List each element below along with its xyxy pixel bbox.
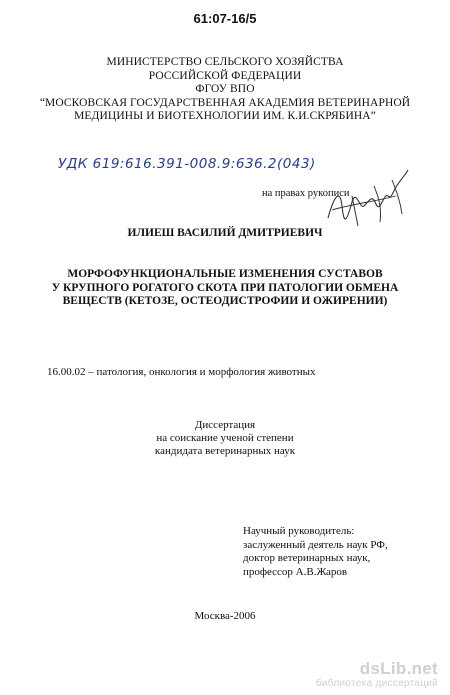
institution-line: “МОСКОВСКАЯ ГОСУДАРСТВЕННАЯ АКАДЕМИЯ ВЕТЕРИНАРНОЙ xyxy=(39,96,411,109)
title-line: МОРФОФУНКЦИОНАЛЬНЫЕ ИЗМЕНЕНИЯ СУСТАВОВ xyxy=(67,268,383,280)
institution-line: ФГОУ ВПО xyxy=(195,83,255,95)
degree-block xyxy=(0,419,450,458)
watermark-logo[interactable]: dsLib.net xyxy=(359,659,438,678)
institution-line: МЕДИЦИНЫ И БИОТЕХНОЛОГИИ ИМ. К.И.СКРЯБИНА” xyxy=(74,110,376,122)
supervisor-line: профессор А.В.Жаров xyxy=(243,565,348,578)
author-name: ИЛИЕШ ВАСИЛИЙ ДМИТРИЕВИЧ xyxy=(127,227,323,239)
supervisor-block xyxy=(243,525,388,579)
dissertation-title xyxy=(0,268,450,309)
supervisor-line: доктор ветеринарных наук, xyxy=(243,552,371,564)
institution-block xyxy=(0,56,450,124)
supervisor-line: заслуженный деятель наук РФ, xyxy=(243,538,388,551)
institution-line: МИНИСТЕРСТВО СЕЛЬСКОГО ХОЗЯЙСТВА xyxy=(106,56,344,68)
city-year: Москва-2006 xyxy=(194,610,256,622)
archive-code: 61:07-16/5 xyxy=(193,11,257,26)
degree-line: Диссертация xyxy=(194,419,256,431)
title-line: ВЕЩЕСТВ (КЕТОЗЕ, ОСТЕОДИСТРОФИИ И ОЖИРЕНИИ) xyxy=(62,295,388,307)
watermark-caption: библиотека диссертаций xyxy=(315,678,438,689)
signature-icon xyxy=(322,166,414,236)
degree-line: на соискание ученой степени xyxy=(156,432,294,444)
specialty-code: 16.00.02 – патология, онкология и морфология животных xyxy=(47,366,316,378)
title-line: У КРУПНОГО РОГАТОГО СКОТА ПРИ ПАТОЛОГИИ ОБМЕНА xyxy=(51,281,399,294)
rights-note: на правах рукописи xyxy=(262,188,350,199)
supervisor-line: Научный руководитель: xyxy=(243,525,355,537)
degree-line: кандидата ветеринарных наук xyxy=(154,445,296,457)
udc-stamp: УДК 619:616.391-008.9:636.2(043) xyxy=(58,156,316,172)
institution-line: РОССИЙСКОЙ ФЕДЕРАЦИИ xyxy=(148,69,302,82)
watermark[interactable] xyxy=(316,660,438,689)
